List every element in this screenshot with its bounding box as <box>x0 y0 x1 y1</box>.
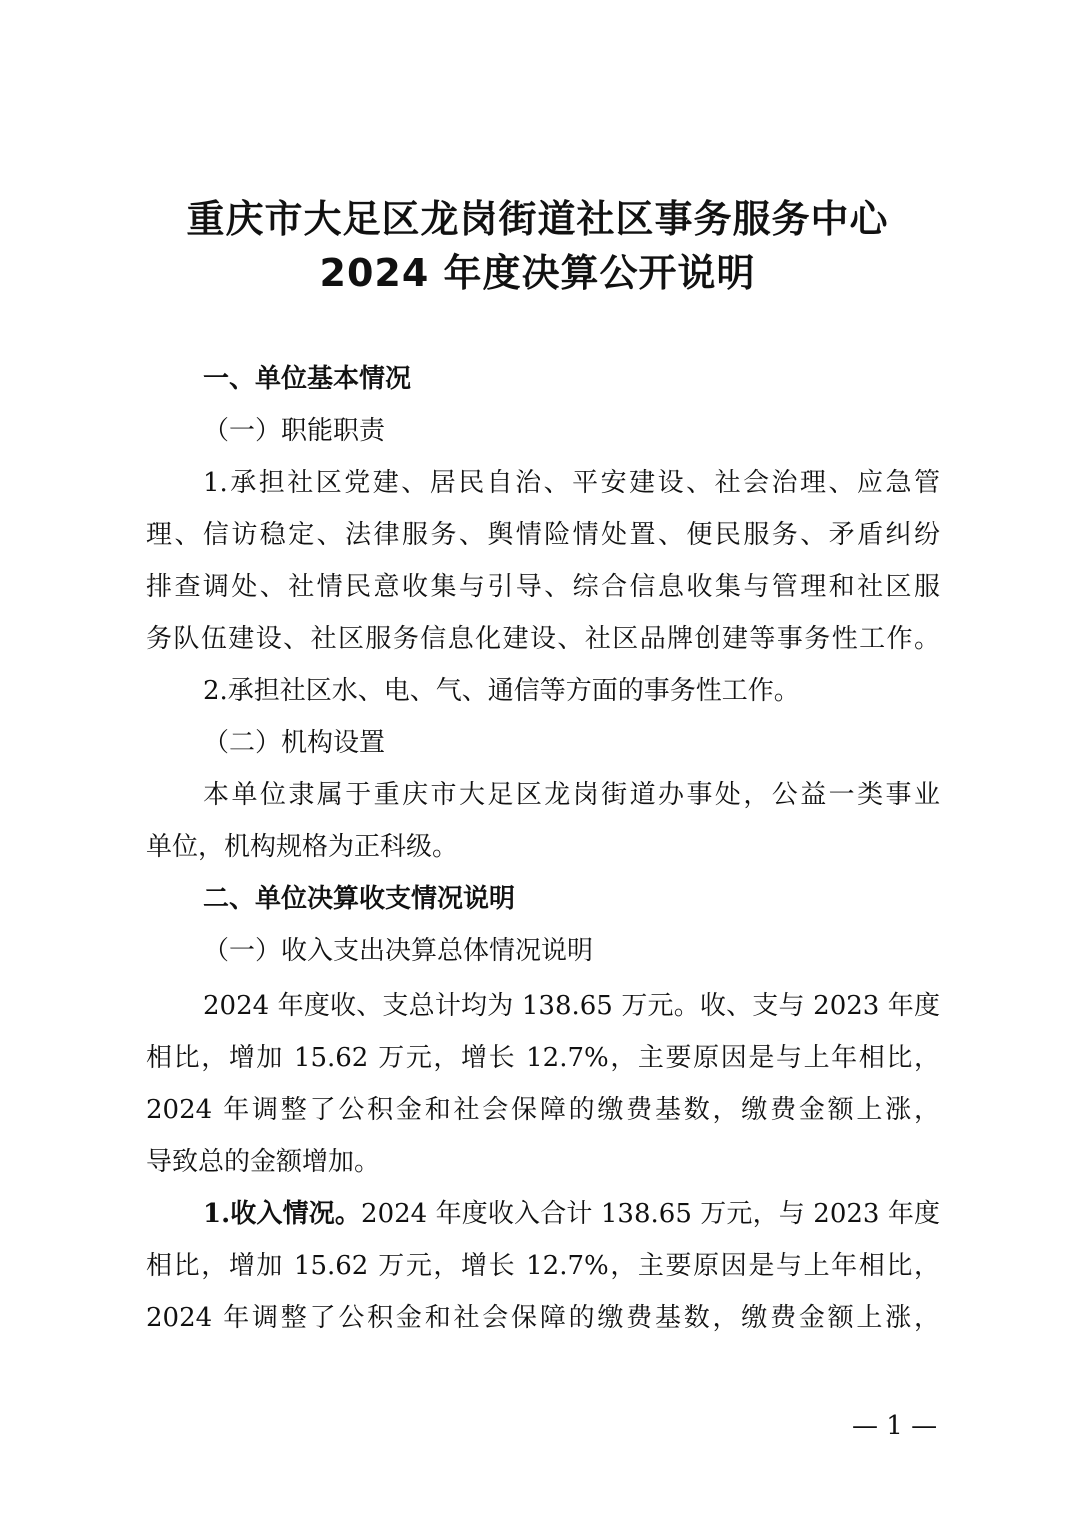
income-lead-label: 1.收入情况。 <box>203 1199 362 1229</box>
income-first-line-text: 2024 年度收入合计 138.65 万元，与 2023 年度 <box>361 1199 940 1229</box>
organization-line-2: 单位，机构规格为正科级。 <box>146 832 459 862</box>
overall-paragraph-line-4: 导致总的金额增加。 <box>146 1147 381 1177</box>
functions-item-1-line-4: 务队伍建设、社区服务信息化建设、社区品牌创建等事务性工作。 <box>146 624 940 654</box>
income-paragraph-line-1 <box>203 1188 940 1240</box>
functions-item-1-line-3: 排查调处、社情民意收集与引导、综合信息收集与管理和社区服 <box>146 572 940 602</box>
functions-item-2: 2.承担社区水、电、气、通信等方面的事务性工作。 <box>203 676 800 706</box>
section-2-heading: 二、单位决算收支情况说明 <box>203 884 516 914</box>
document-title-line-2: 2024 年度决算公开说明 <box>319 251 756 295</box>
organization-line-1: 本单位隶属于重庆市大足区龙岗街道办事处，公益一类事业 <box>203 780 940 810</box>
subsection-functions-heading: （一）职能职责 <box>203 416 386 446</box>
overall-paragraph-line-2: 相比，增加 15.62 万元，增长 12.7%，主要原因是与上年相比， <box>146 1043 940 1073</box>
subsection-organization-heading: （二）机构设置 <box>203 728 386 758</box>
overall-paragraph-line-3: 2024 年调整了公积金和社会保障的缴费基数，缴费金额上涨， <box>146 1095 940 1125</box>
overall-paragraph-line-1: 2024 年度收、支总计均为 138.65 万元。收、支与 2023 年度 <box>203 991 940 1021</box>
income-paragraph-line-3: 2024 年调整了公积金和社会保障的缴费基数，缴费金额上涨， <box>146 1303 940 1333</box>
functions-item-1-line-2: 理、信访稳定、法律服务、舆情险情处置、便民服务、矛盾纠纷 <box>146 520 940 550</box>
page-number: — 1 — <box>852 1411 938 1441</box>
functions-item-1-line-1: 1.承担社区党建、居民自治、平安建设、社会治理、应急管 <box>203 468 940 498</box>
subsection-overall-heading: （一）收入支出决算总体情况说明 <box>203 936 594 966</box>
income-paragraph-line-2: 相比，增加 15.62 万元，增长 12.7%，主要原因是与上年相比， <box>146 1251 940 1281</box>
document-title-line-1: 重庆市大足区龙岗街道社区事务服务中心 <box>186 197 889 241</box>
section-1-heading: 一、单位基本情况 <box>203 364 412 394</box>
